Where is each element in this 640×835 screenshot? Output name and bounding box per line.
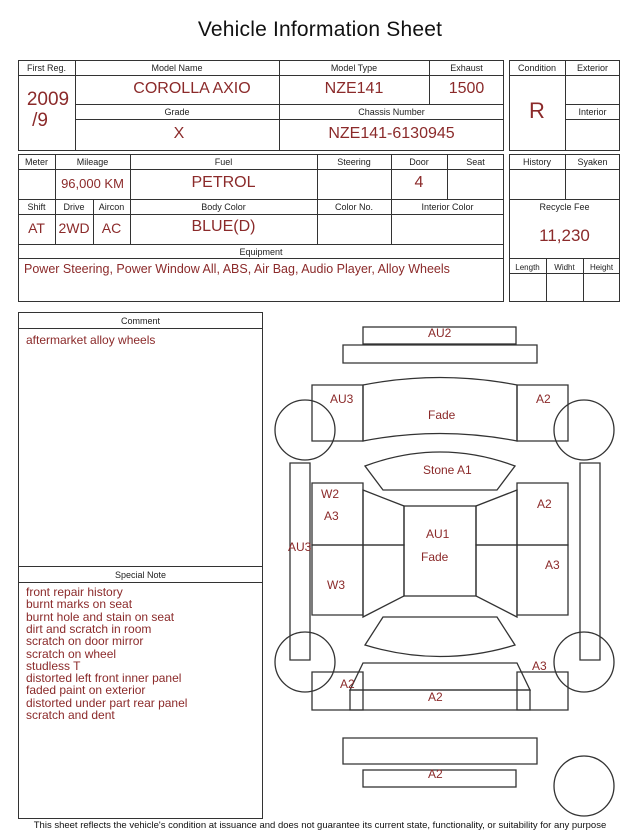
mark-right-front-door: A2 [537, 497, 552, 511]
mileage-label: Mileage [76, 157, 109, 167]
width-label: Widht [554, 263, 575, 272]
diagram-wheel-rear-left [275, 632, 335, 692]
mark-right-rear-door: A3 [545, 558, 560, 572]
mark-roof-bottom: Fade [421, 550, 449, 564]
diagram-spare-wheel [554, 756, 614, 816]
exhaust-label: Exhaust [450, 63, 483, 73]
mark-roof-top: AU1 [426, 527, 450, 541]
aircon-value: AC [101, 220, 122, 236]
comment-text: aftermarket alloy wheels [26, 333, 156, 347]
model-type-label: Model Type [330, 63, 378, 73]
diagram-right-sill [580, 463, 600, 660]
exterior-label: Exterior [576, 63, 608, 73]
diagram-right-front-door [517, 483, 568, 545]
door-value: 4 [414, 174, 424, 191]
diagram-wheel-front-right [554, 400, 614, 460]
mark-front-bumper: AU2 [428, 326, 452, 340]
diagram-left-sill [290, 463, 310, 660]
special-note-item: faded paint on exterior [26, 683, 146, 698]
special-note-item: scratch and dent [26, 708, 115, 722]
special-note-item: burnt hole and stain on seat [26, 609, 175, 624]
drive-value: 2WD [58, 220, 90, 236]
diagram-front-bumper-outer [343, 345, 537, 363]
special-note-item: front repair history [26, 585, 123, 599]
mark-left-rear-corner: A2 [340, 677, 355, 691]
shift-label: Shift [27, 202, 46, 212]
body-color-value: BLUE(D) [191, 218, 256, 235]
syaken-label: Syaken [577, 157, 608, 167]
interior-label: Interior [578, 107, 607, 117]
grade-value: X [173, 125, 185, 142]
color-no-label: Color No. [334, 202, 373, 212]
special-note-item: studless T [26, 658, 81, 673]
disclaimer-footer: This sheet reflects the vehicle's condition at issuance and does not guarantee its current state, functionality, or suitability for any purpose [33, 820, 607, 831]
mark-left-rear-door: W3 [327, 578, 345, 592]
diagram-right-rear-door [517, 545, 568, 615]
special-note-item: distorted under part rear panel [26, 695, 188, 710]
model-type-value: NZE141 [324, 80, 384, 97]
steering-label: Steering [337, 157, 371, 167]
special-note-item: burnt marks on seat [26, 597, 133, 612]
mark-left-side-sill: AU3 [288, 540, 312, 554]
exhaust-value: 1500 [448, 80, 485, 97]
special-note-item: distorted left front inner panel [26, 671, 182, 686]
equipment-value: Power Steering, Power Window All, ABS, Air Bag, Audio Player, Alloy Wheels [24, 262, 450, 276]
special-note-item: scratch on wheel [26, 646, 117, 661]
length-label: Length [515, 263, 540, 272]
condition-grade: R [529, 98, 545, 123]
special-note-item: dirt and scratch in room [26, 621, 152, 636]
recycle-fee-value: 11,230 [539, 226, 590, 245]
comment-label: Comment [120, 316, 160, 326]
mark-right-rear-corner: A3 [532, 659, 547, 673]
diagram-rear-bumper-outer [343, 738, 537, 764]
first-reg-label: First Reg. [26, 63, 66, 73]
diagram-rear-window [365, 617, 515, 657]
interior-color-label: Interior Color [421, 202, 474, 212]
diagram-trunk [350, 663, 530, 690]
drive-label: Drive [63, 202, 85, 212]
mark-rear-bumper: A2 [428, 767, 443, 781]
equipment-label: Equipment [239, 247, 283, 257]
body-color-label: Body Color [201, 202, 246, 212]
recycle-fee-label: Recycle Fee [539, 202, 590, 212]
history-label: History [522, 157, 551, 167]
mark-windshield: Stone A1 [423, 463, 472, 477]
seat-label: Seat [466, 157, 485, 167]
mark-hood: Fade [428, 408, 456, 422]
model-name-value: COROLLA AXIO [133, 80, 251, 97]
door-label: Door [409, 157, 429, 167]
chassis-number-label: Chassis Number [358, 107, 425, 117]
mark-trunk: A2 [428, 690, 443, 704]
mark-front-right-corner: A2 [536, 392, 551, 406]
condition-label: Condition [517, 63, 557, 73]
sheet-title: Vehicle Information Sheet [197, 18, 443, 41]
mark-left-front-fender-upper: W2 [321, 487, 339, 501]
meter-label: Meter [24, 157, 48, 167]
special-note-item: scratch on door mirror [26, 634, 144, 649]
diagram-wheel-rear-right [554, 632, 614, 692]
fuel-label: Fuel [214, 157, 233, 167]
first-reg-year: 2009 [26, 89, 70, 110]
diagram-wheel-front-left [275, 400, 335, 460]
mark-front-left-corner: AU3 [330, 392, 354, 406]
mileage-value: 96,000 KM [61, 176, 124, 191]
grade-label: Grade [164, 107, 190, 117]
mark-left-front-fender-lower: A3 [324, 509, 339, 523]
height-label: Height [589, 263, 614, 272]
special-note-label: Special Note [114, 570, 167, 580]
fuel-value: PETROL [191, 174, 256, 191]
model-name-label: Model Name [151, 63, 203, 73]
chassis-number-value: NZE141-6130945 [328, 125, 455, 142]
first-reg-month: /9 [32, 110, 48, 131]
shift-value: AT [28, 220, 45, 236]
aircon-label: Aircon [98, 202, 125, 212]
